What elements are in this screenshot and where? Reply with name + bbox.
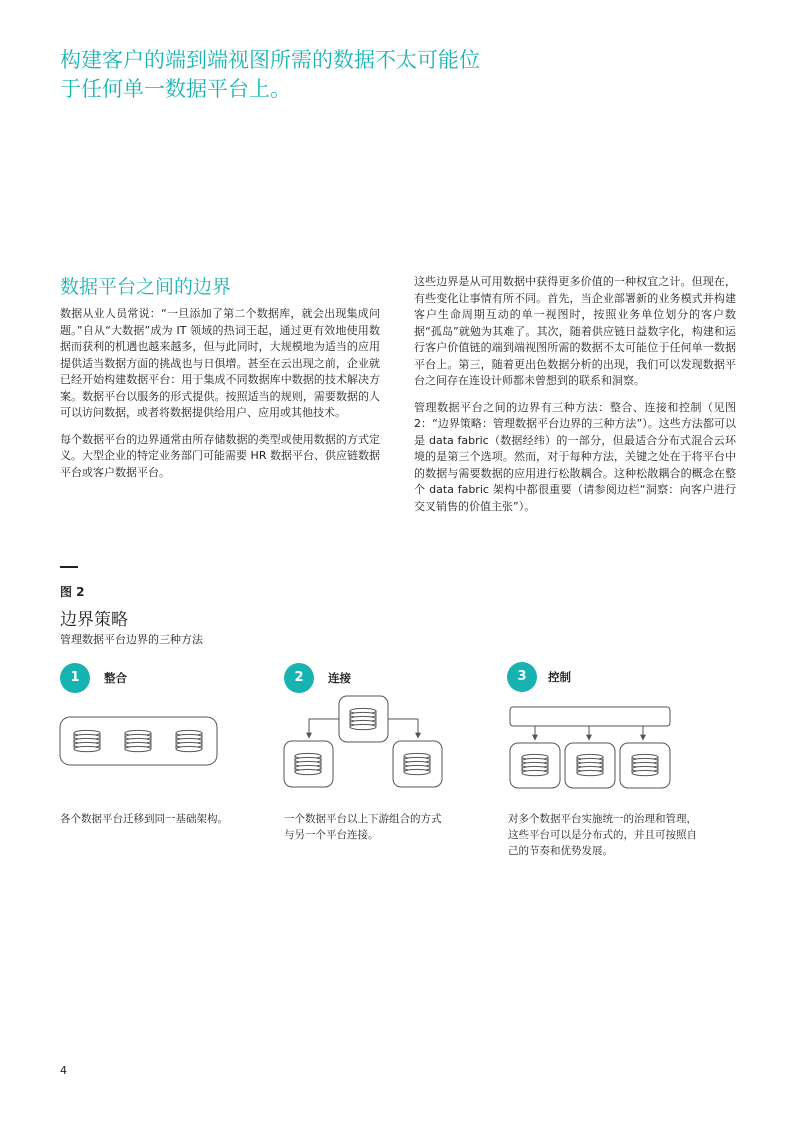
strategy-1-caption	[60, 811, 228, 827]
caption-line: 各个数据平台迁移到同一基础架构。	[60, 813, 228, 825]
strategy-1-label: 整合	[104, 671, 127, 685]
arrow-right	[388, 719, 418, 738]
page-headline: 构建客户的端到端视图所需的数据不太可能位于任何单一数据平台上。	[60, 48, 480, 101]
governance-layer-box	[510, 707, 670, 726]
figure-title: 边界策略	[60, 610, 128, 630]
database-icon	[176, 730, 202, 751]
strategy-2-badge: 2	[284, 663, 314, 693]
figure-subtitle: 管理数据平台边界的三种方法	[60, 633, 203, 646]
arrow-left	[309, 719, 339, 738]
strategy-2-caption	[284, 811, 442, 843]
database-icon	[577, 754, 603, 775]
right-paragraph-1: 这些边界是从可用数据中获得更多价值的一种权宜之计。但现在，有些变化让事情有所不同。首先，当企业部署新的业务模式并构建客户生命周期互动的单一视图时，按照业务单位划分的客户数据“孤岛”就勉为其难了。其次，随着供应链日益数字化，构建和运行客户价值链的端到端视图所需的数据不太可能位于任何单一数据平台上。第三，随着更出色数据分析的出现，我们可以发现数据平台之间存在连设计师都未曾想到的联系和洞察。	[414, 275, 736, 387]
control-diagram	[510, 707, 670, 788]
strategy-1-badge: 1	[60, 663, 90, 693]
section-title: 数据平台之间的边界	[60, 276, 232, 298]
page-number: 4	[60, 1064, 67, 1077]
database-icon	[350, 708, 376, 729]
strategy-3-label: 控制	[548, 670, 571, 684]
database-icon	[74, 730, 100, 751]
figure-label: 图 2	[60, 585, 85, 599]
right-paragraph-2: 管理数据平台之间的边界有三种方法：整合、连接和控制（见图 2：“边界策略：管理数据平台边界的三种方法”）。这些方法都可以是 data fabric（数据经纬）的一部分，但最适合分布式混合云环境的是第三个选项。然而，对于每种方法，关键之处在于将平台中的数据与需要数据的应用进行松散耦合。这种松散耦合的概念在整个 data fabric 架构中都很重要（请参阅边栏“洞察：向客户进行交叉销售的价值主张”）。	[414, 400, 736, 513]
database-icon	[522, 754, 548, 775]
caption-line: 这些平台可以是分布式的，并且可按照自	[508, 829, 697, 841]
database-icon	[125, 730, 151, 751]
connect-diagram	[284, 696, 442, 787]
caption-line: 对多个数据平台实施统一的治理和管理，	[508, 813, 697, 825]
strategy-3-badge: 3	[507, 662, 537, 692]
database-icon	[404, 753, 430, 774]
consolidate-diagram	[60, 717, 217, 765]
strategy-2-label: 连接	[328, 671, 351, 685]
caption-line: 一个数据平台以上下游组合的方式	[284, 813, 442, 825]
left-paragraph-1: 数据从业人员常说：“一旦添加了第二个数据库，就会出现集成问题。”自从“大数据”成为 IT 领域的热词王起，通过更有效地使用数据而获利的机遇也越来越多，但与此同时，大规模地为适当的应用提供适当数据方面的挑战也与日俱增。甚至在云出现之前，企业就已经开始构建数据平台：用于集成不同数据库中数据的技术解决方案。数据平台以服务的形式提供。按照适当的规则，需要数据的人可以访问数据，或者将数据提供给用户、应用或其他技术。	[60, 307, 380, 419]
database-icon	[295, 753, 321, 774]
caption-line: 与另一个平台连接。	[284, 829, 379, 841]
caption-line: 己的节奏和优势发展。	[508, 845, 613, 857]
left-paragraph-2: 每个数据平台的边界通常由所存储数据的类型或使用数据的方式定义。大型企业的特定业务部门可能需要 HR 数据平台、供应链数据平台或客户数据平台。	[60, 432, 380, 479]
database-icon	[632, 754, 658, 775]
strategy-3-caption	[508, 811, 697, 859]
